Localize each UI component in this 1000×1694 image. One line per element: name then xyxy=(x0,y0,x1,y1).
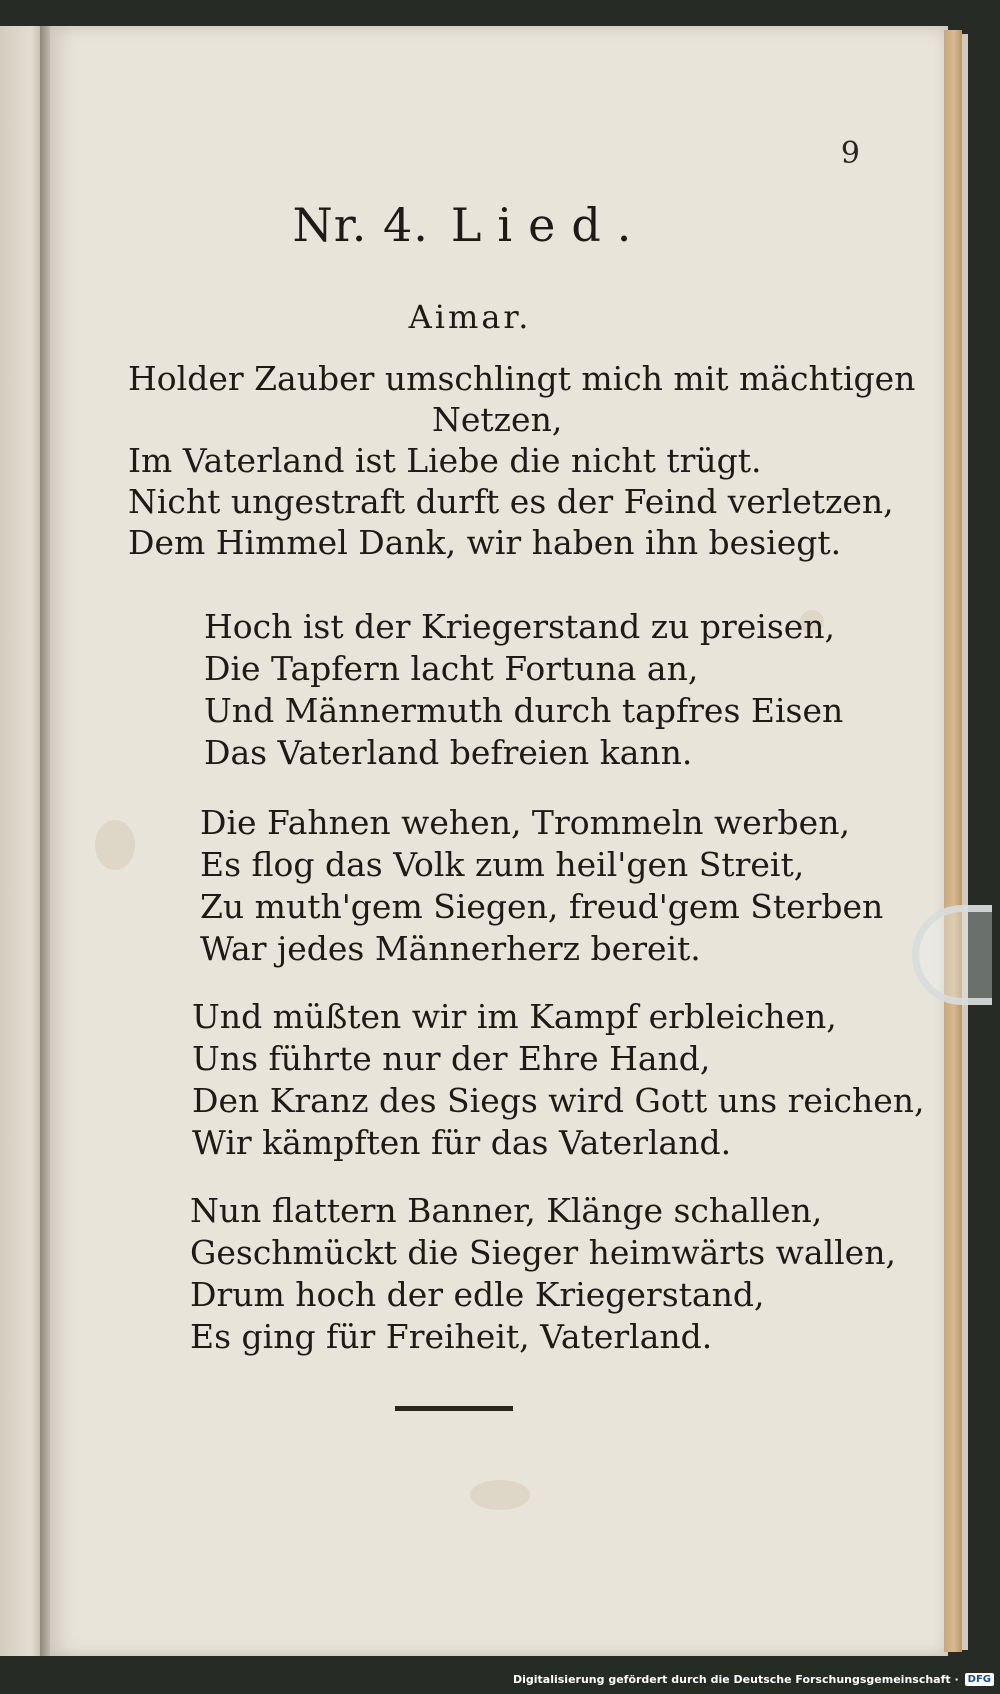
verse-line: War jedes Männerherz bereit. xyxy=(200,929,701,968)
verse-line: Geschmückt die Sieger heimwärts wallen, xyxy=(190,1233,896,1272)
verse-line: Die Tapfern lacht Fortuna an, xyxy=(204,649,699,688)
digitization-credit xyxy=(513,1670,994,1688)
verse-line: Nicht ungestraft durft es der Feind verletzen, xyxy=(128,482,894,521)
verse-line: Wir kämpften für das Vaterland. xyxy=(192,1123,732,1162)
verse-line: Den Kranz des Siegs wird Gott uns reichen, xyxy=(192,1081,925,1120)
verse-line: Uns führte nur der Ehre Hand, xyxy=(192,1039,711,1078)
verse-line: Es flog das Volk zum heil'gen Streit, xyxy=(200,845,805,884)
foxing-stain xyxy=(95,820,135,870)
credit-text: Digitalisierung gefördert durch die Deutsche Forschungsgemeinschaft · xyxy=(512,1672,959,1686)
page-stack-edge-outer xyxy=(962,34,968,1650)
left-page-edge xyxy=(0,26,44,1656)
verse-line: Das Vaterland befreien kann. xyxy=(204,733,693,772)
verse-line: Und müßten wir im Kampf erbleichen, xyxy=(192,997,837,1036)
dfg-logo: DFG xyxy=(965,1673,994,1686)
verse-line: Holder Zauber umschlingt mich mit mächtigen xyxy=(128,359,916,398)
verse-line: Drum hoch der edle Kriegerstand, xyxy=(190,1275,765,1314)
verse-line: Netzen, xyxy=(432,400,563,439)
song-title: Lied. xyxy=(450,198,648,252)
verse-line: Im Vaterland ist Liebe die nicht trügt. xyxy=(128,441,762,480)
verse-line: Hoch ist der Kriegerstand zu preisen, xyxy=(204,607,836,646)
verse-line: Es ging für Freiheit, Vaterland. xyxy=(190,1317,713,1356)
verse-line: Dem Himmel Dank, wir haben ihn besiegt. xyxy=(128,523,842,562)
foxing-stain xyxy=(470,1480,530,1510)
closing-rule xyxy=(395,1406,513,1411)
page-stack-edge xyxy=(944,30,962,1652)
verse-line: Und Männermuth durch tapfres Eisen xyxy=(204,691,844,730)
verse-line: Zu muth'gem Siegen, freud'gem Sterben xyxy=(200,887,884,926)
verse-line: Die Fahnen wehen, Trommeln werben, xyxy=(200,803,850,842)
page-number: 9 xyxy=(840,136,860,171)
speaker-name: Aimar. xyxy=(408,298,532,336)
song-heading xyxy=(170,198,770,252)
song-number: Nr. 4. xyxy=(292,198,429,252)
verse-line: Nun flattern Banner, Klänge schallen, xyxy=(190,1191,823,1230)
